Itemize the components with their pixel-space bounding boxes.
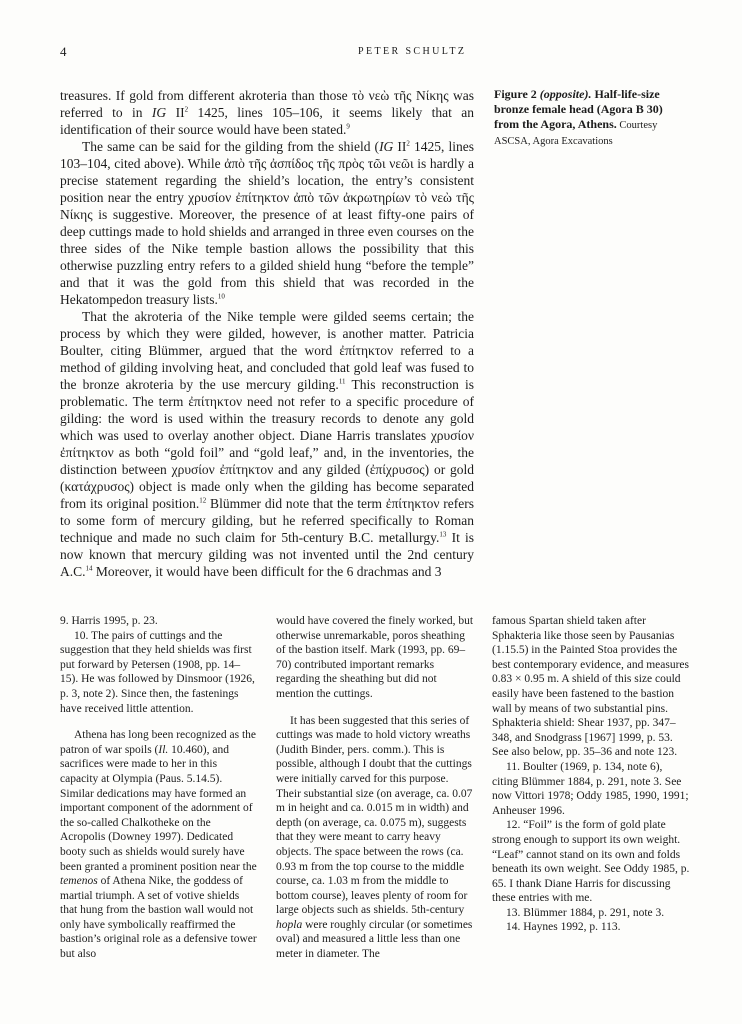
- footnote: 14. Haynes 1992, p. 113.: [506, 921, 621, 934]
- footnote-ref: 12: [199, 496, 207, 505]
- footnotes-column-3: [492, 614, 690, 935]
- main-text: [60, 87, 474, 580]
- footnote: It has been suggested that this series of cuttings was made to hold victory wreaths (Judith Binder, pers. comm.). This is possible, although I doubt that the cuttings were initially carved for this purpose. Their substantial size (on average, ca. 0.07 m in height and ca. 0.015 m in width) and depth (on average, ca. 0.075 m), suggests that they were meant to carry heavy objects. The space between the rows (ca. 0.93 m from the top course to the middle course, ca. 1.03 m from the middle to bottom course), leaves plenty of room for large objects such as shields. 5th-century hopla were roughly circular (or sometimes oval) and measured a little less than one meter in diameter. The: [276, 714, 473, 961]
- footnotes-column-2: [276, 614, 474, 962]
- paragraph: The same can be said for the gilding from the shield (IG $II^2$ 1425, lines 103–104, cited above). While ἀπὸ τῆς ἀσπίδος τῆς πρὸς τῶι νεῶι is hardly a precise statement regarding the shield’s location, the entry’s consistent position near the entry χρυσίον ἐπίτηκτον ἀπὸ τῶν ἀκρωτηρίων τὸ νεὼ τῆς Νίκης is suggestive. Moreover, the presence of at least fifty-one pairs of deep cuttings made to hold shields and arranged in three even courses on the three sides of the Nike temple bastion allows the possibility that this otherwise puzzling entry refers to a gilded shield hung “before the temple” and that it was the gold from this shield that was recorded in the Hekatompedon treasury lists.$^{10}$: [60, 139, 475, 307]
- footnote-ref: 9: [346, 122, 350, 131]
- footnote: 13. Blümmer 1884, p. 291, note 3.: [506, 906, 665, 919]
- footnote: Athena has long been recognized as the patron of war spoils (Il. 10.460), and sacrifices were made to her in this capacity at Olympia (Paus. 5.14.5). Similar dedications may have formed an important component of the adornment of the so-called Chalkotheke on the Acropolis (Downey 1997). Dedicated booty such as shields would surely have been granted a prominent position near the temenos of Athena Nike, the goddess of martial triumph. A set of votive shields that hung from the bastion wall would not only have symbolically reaffirmed the bastion’s original role as a defensive tower but also: [60, 729, 257, 961]
- footnote-ref: 13: [439, 530, 447, 539]
- paragraph: treasures. If gold from different akroteria than those τὸ νεὼ τῆς Νίκης was referred to in IG $II^2$ 1425, lines 105–106, it seems likely that an identification of their source would have been stated.$^9$: [60, 88, 474, 137]
- footnote: 10. The pairs of cuttings and the suggestion that they held shields was first put forward by Petersen (1908, pp. 14–15). He was followed by Dinsmoor (1926, p. 3, note 2). Since then, the fastenings have received little attention.: [60, 629, 255, 715]
- paragraph: That the akroteria of the Nike temple were gilded seems certain; the process by which they were gilded, however, is another matter. Patricia Boulter, citing Blümmer, argued that the word ἐπίτηκτον referred to a method of gilding involving heat, and concluded that gold leaf was fused to the bronze akroteria by the use mercury gilding.$^{11}$ This reconstruction is problematic. The term ἐπίτηκτον need not refer to a specific procedure of gilding: the word is used within the treasury records to denote any gold which was used to overlay another object. Diane Harris translates χρυσίον ἐπίτηκτον as both “gold foil” and “gold leaf,” and, in the inventories, the distinction between χρυσίον ἐπίτηκτον and any gilded (ἐπίχρυσος) or gold (κατάχρυσος) object is made only when the gilding has become separated from its original position.$^{12}$ Blümmer did note that the term ἐπίτηκτον refers to some form of mercury gilding, but he referred specifically to Roman technique and made no such claim for 5th-century B.C. metallurgy.$^{13}$ It is now known that mercury gilding was not invented until the 2nd century A.C.$^{14}$ Moreover, it would have been difficult for the 6 drachmas and 3: [60, 309, 474, 579]
- footnote: famous Spartan shield taken after Sphakteria like those seen by Pausanias (1.15.5) in the Painted Stoa provides the best contemporary evidence, and measures 0.83 × 0.95 m. A shield of this size could easily have been fastened to the bastion wall by means of two substantial pins. Sphakteria shield: Shear 1937, pp. 347–348, and Snodgrass [1967] 1999, p. 53. See also below, pp. 35–36 and note 123.: [492, 615, 690, 759]
- footnote: would have covered the finely worked, but otherwise unremarkable, poros sheathing of the bastion itself. Mark (1993, pp. 69–70) contributed important remarks regarding the sheathing but did not mention the cuttings.: [276, 615, 474, 700]
- page-number: 4: [60, 44, 67, 59]
- footnote-ref: 14: [85, 564, 93, 573]
- footnote-ref: 11: [338, 377, 346, 386]
- footnote: 9. Harris 1995, p. 23.: [60, 615, 158, 627]
- footnotes-column-1: [60, 614, 258, 962]
- footnote-ref: 10: [217, 292, 225, 301]
- figure-caption: Figure 2 (opposite). Half-life-size bronze female head (Agora B 30) from the Agora, Athens. Courtesy ASCSA, Agora Excavations: [494, 87, 663, 147]
- running-head: PETER SCHULTZ: [358, 46, 467, 57]
- footnote: 12. “Foil” is the form of gold plate strong enough to support its own weight. “Leaf” cannot stand on its own and folds beneath its own weight. See Oddy 1985, p. 65. I thank Diane Harris for discussing these entries with me.: [492, 819, 690, 905]
- footnote: 11. Boulter (1969, p. 134, note 6), citing Blümmer 1884, p. 291, note 3. See now Vittori 1978; Oddy 1985, 1990, 1991; Anheuser 1996.: [492, 760, 689, 817]
